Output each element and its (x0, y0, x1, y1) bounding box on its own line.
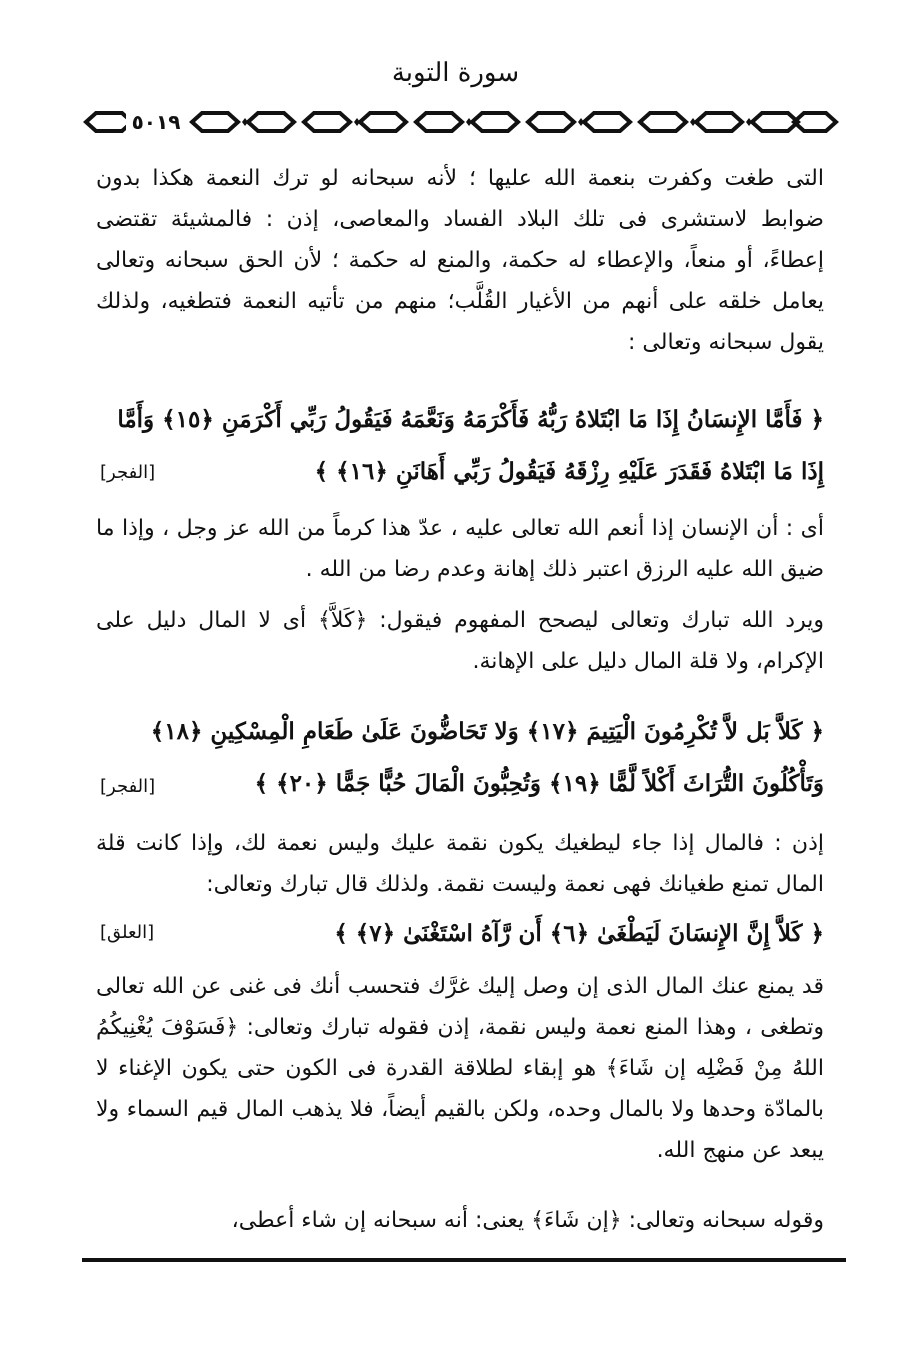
verse-line: إِذَا مَا ابْتَلاهُ فَقَدَرَ عَلَيْهِ رِزْقَهُ فَيَقُولُ رَبِّي أَهَانَنِ ﴿١٦﴾ ﴾ (314, 458, 824, 485)
quran-verse-block-3 (96, 908, 824, 960)
header-ornament-border (82, 108, 840, 136)
page-number: ٥٠١٩ (126, 108, 186, 136)
paragraph-3: ويرد الله تبارك وتعالى ليصحح المفهوم فيقول: ﴿كَلاَّ﴾ أى لا المال دليل على الإكرام، ولا قلة المال دليل على الإهانة. (96, 608, 824, 674)
quran-verse-block-2 (96, 706, 824, 810)
verse-line: ﴿ كَلاَّ بَل لاَّ تُكْرِمُونَ الْيَتِيمَ ﴿١٧﴾ وَلا تَحَاضُّونَ عَلَىٰ طَعَامِ الْمِسْكِينِ ﴿١٨﴾ (150, 718, 824, 745)
quran-verse-block-1 (96, 394, 824, 498)
verse-line: ﴿ كَلاَّ إِنَّ الإِنسَانَ لَيَطْغَىٰ ﴿٦﴾ أَن رَّآهُ اسْتَغْنَىٰ ﴿٧﴾ ﴾ (334, 920, 824, 947)
surah-title: سورة التوبة (391, 58, 520, 88)
paragraph-2: أى : أن الإنسان إذا أنعم الله تعالى عليه ، عدّ هذا كرماً من الله عز وجل ، وإذا ما ضيق الله عليه الرزق اعتبر ذلك إهانة وعدم رضا من الله . (96, 516, 824, 582)
verse-reference: [العلق] (100, 922, 155, 943)
verse-reference: [الفجر] (100, 776, 156, 797)
paragraph-6: وقوله سبحانه وتعالى: ﴿إن شَاءَ﴾ يعنى: أنه سبحانه إن شاء أعطى، (231, 1208, 824, 1233)
verse-line: وَتَأْكُلُونَ التُّرَاثَ أَكْلاً لَّمًّا ﴿١٩﴾ وَتُحِبُّونَ الْمَالَ حُبًّا جَمًّا ﴿٢٠﴾ ﴾ (254, 770, 824, 797)
verse-reference: [الفجر] (100, 462, 156, 483)
verse-line: ﴿ فَأَمَّا الإِنسَانُ إِذَا مَا ابْتَلاهُ رَبُّهُ فَأَكْرَمَهُ وَنَعَّمَهُ فَيَقُولُ رَبِّي أَكْرَمَنِ ﴿١٥﴾ وَأَمَّا (117, 406, 824, 433)
footer-rule (82, 1258, 846, 1262)
paragraph-5: قد يمنع عنك المال الذى إن وصل إليك غرَّك فتحسب أنك فى غنى عن الله تعالى وتطغى ، وهذا المنع نعمة وليس نقمة، إذن فقوله تبارك وتعالى: ﴿فَسَوْفَ يُغْنِيكُمُ اللهُ مِنْ فَضْلِه إن شَاءَ﴾ هو إبقاء لطلاقة القدرة فى الكون حتى يكون الإغناء لا بالمادّة وحدها ولا بالمال وحده، ولكن بالقيم أيضاً، فلا يذهب المال قيم السماء ولا يبعد عن منهج الله. (96, 974, 824, 1163)
paragraph-1: التى طغت وكفرت بنعمة الله عليها ؛ لأنه سبحانه لو ترك النعمة هكذا بدون ضوابط لاستشرى فى تلك البلاد الفساد والمعاصى، إذن : فالمشيئة تقتضى إعطاءً، أو منعاً، والإعطاء له حكمة، والمنع له حكمة ؛ لأن الحق سبحانه وتعالى يعامل خلقه على أنهم من الأغيار القُلَّب؛ منهم من تأتيه النعمة فتطغيه، ولذلك يقول سبحانه وتعالى : (96, 166, 824, 355)
paragraph-4: إذن : فالمال إذا جاء ليطغيك يكون نقمة عليك وليس نعمة لك، وإذا كانت قلة المال تمنع طغيانك فهى نعمة وليست نقمة. ولذلك قال تبارك وتعالى: (96, 831, 824, 897)
